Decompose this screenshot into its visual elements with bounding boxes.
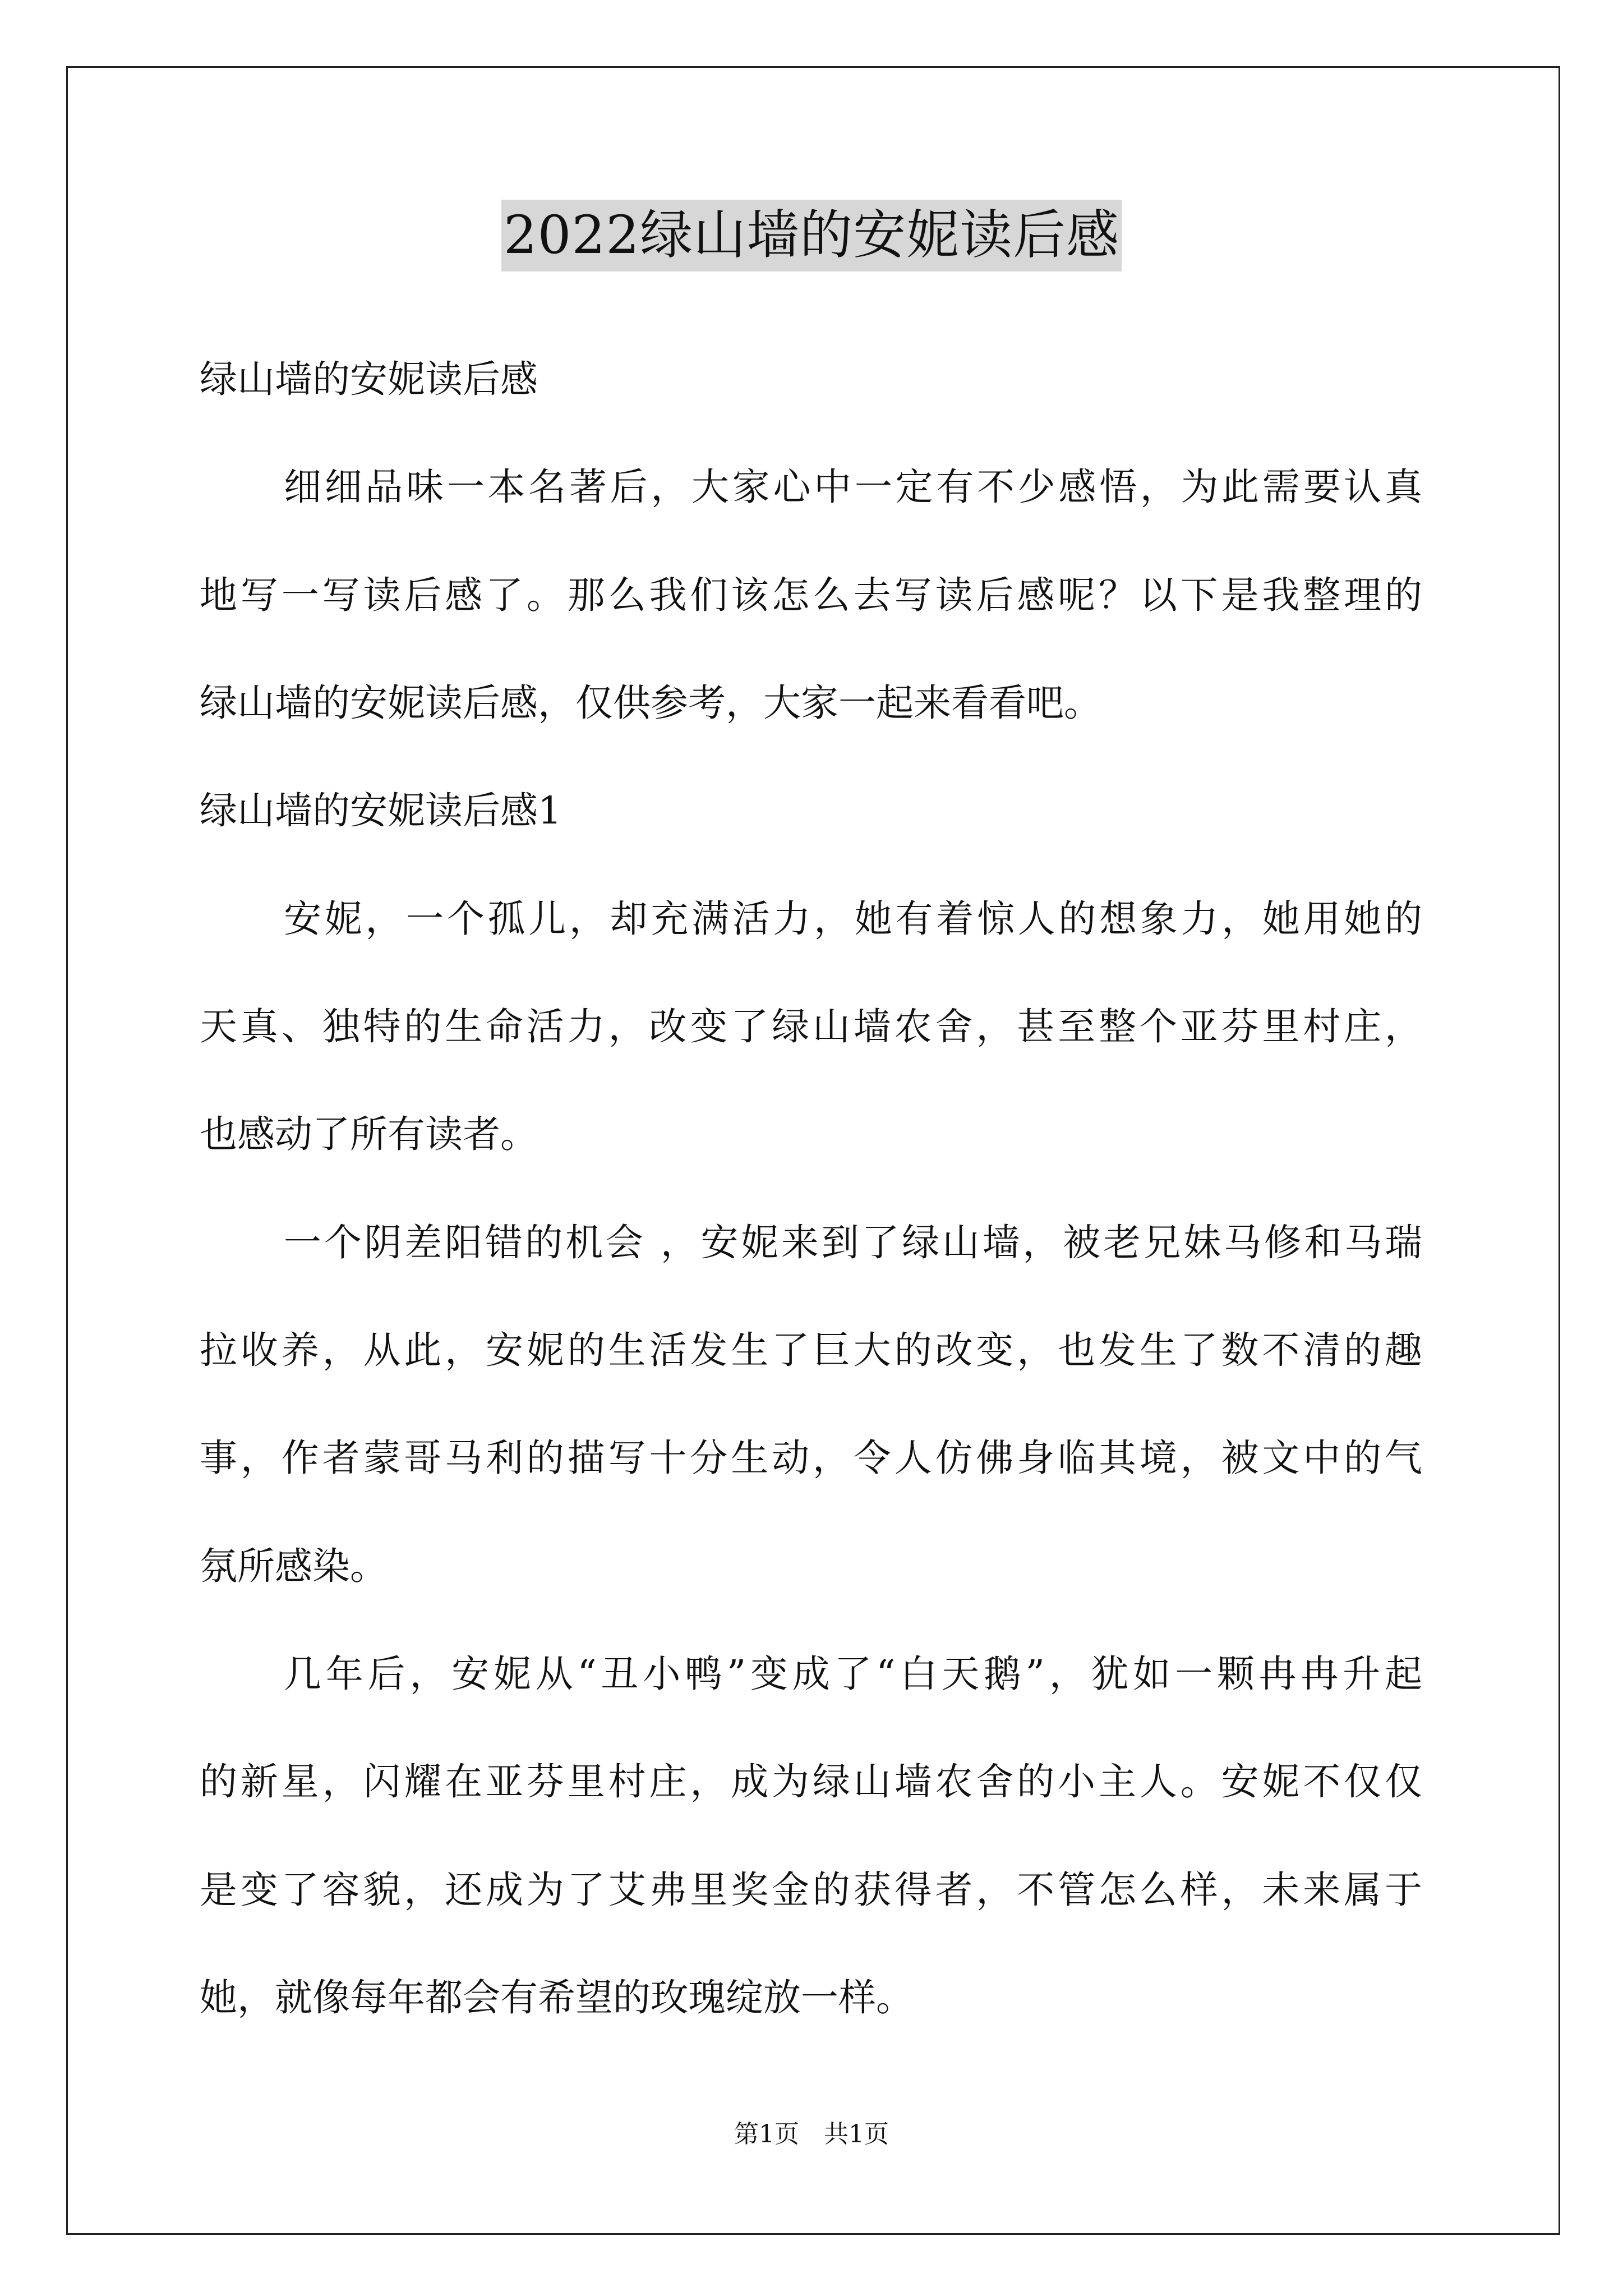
document-title: 2022绿山墙的安妮读后感 [501, 200, 1122, 272]
paragraph-2-line-4: 氛所感染。 [200, 1544, 388, 1588]
page-number-footer: 第1页 共1页 [734, 2120, 889, 2148]
document-subtitle: 绿山墙的安妮读后感 [200, 357, 538, 401]
intro-line-2: 地写一写读后感了。那么我们该怎么去写读后感呢？以下是我整理的 [200, 573, 1422, 617]
paragraph-2-line-2: 拉收养，从此，安妮的生活发生了巨大的改变，也发生了数不清的趣 [200, 1328, 1422, 1372]
paragraph-3-line-3: 是变了容貌，还成为了艾弗里奖金的获得者，不管怎么样，未来属于 [200, 1868, 1422, 1912]
paragraph-2-line-1: 一个阴差阳错的机会 ，安妮来到了绿山墙，被老兄妹马修和马瑞 [284, 1221, 1422, 1264]
paragraph-3-line-2: 的新星，闪耀在亚芬里村庄，成为绿山墙农舍的小主人。安妮不仅仅 [200, 1760, 1422, 1803]
paragraph-3-line-4: 她，就像每年都会有希望的玫瑰绽放一样。 [200, 1976, 914, 2019]
title-container [0, 200, 1623, 272]
section-heading: 绿山墙的安妮读后感1 [200, 789, 562, 832]
paragraph-1-line-1: 安妮，一个孤儿，却充满活力，她有着惊人的想象力，她用她的 [284, 897, 1422, 941]
intro-line-3: 绿山墙的安妮读后感，仅供参考，大家一起来看看吧。 [200, 681, 1101, 725]
intro-line-1: 细细品味一本名著后，大家心中一定有不少感悟，为此需要认真 [284, 465, 1422, 509]
paragraph-3-line-1: 几年后，安妮从“丑小鸭”变成了“白天鹅”，犹如一颗冉冉升起 [284, 1652, 1422, 1696]
paragraph-1-line-2: 天真、独特的生命活力，改变了绿山墙农舍，甚至整个亚芬里村庄， [200, 1005, 1422, 1048]
paragraph-1-line-3: 也感动了所有读者。 [200, 1112, 538, 1156]
paragraph-2-line-3: 事，作者蒙哥马利的描写十分生动，令人仿佛身临其境，被文中的气 [200, 1436, 1422, 1480]
